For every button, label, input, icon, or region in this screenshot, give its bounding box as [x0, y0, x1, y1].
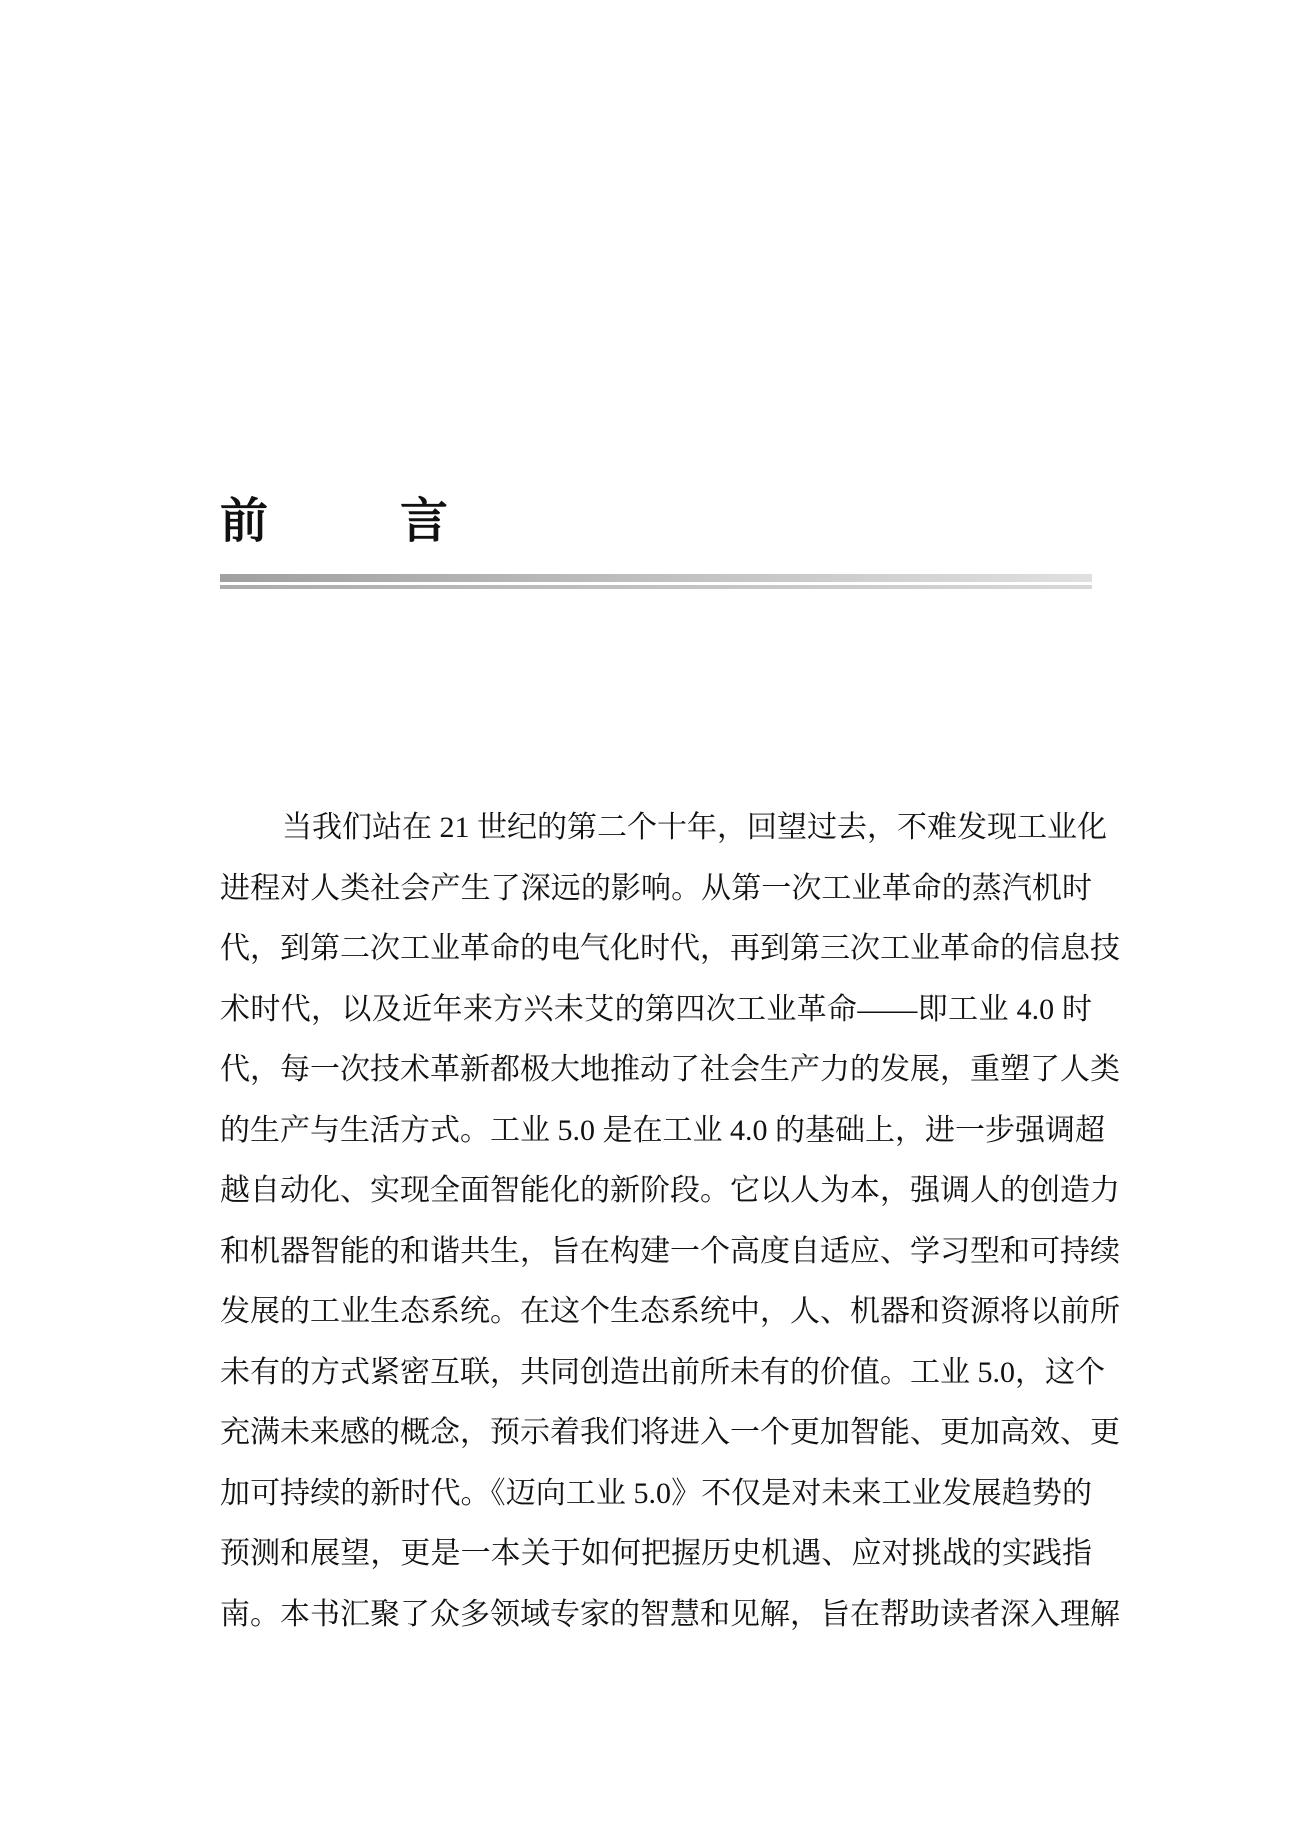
body-line: 进程对人类社会产生了深远的影响。从第一次工业革命的蒸汽机时	[220, 871, 1092, 905]
body-line: 南。本书汇聚了众多领域专家的智慧和见解，旨在帮助读者深入理解	[220, 1597, 1120, 1631]
divider-thick-line	[220, 574, 1092, 582]
body-line: 代，到第二次工业革命的电气化时代，再到第三次工业革命的信息技	[220, 932, 1120, 965]
title-divider	[220, 574, 1092, 589]
body-line: 加可持续的新时代。《迈向工业 5.0》不仅是对未来工业发展趋势的	[220, 1476, 1092, 1510]
body-line: 发展的工业生态系统。在这个生态系统中，人、机器和资源将以前所	[220, 1295, 1120, 1328]
title-char-qian: 前	[220, 495, 269, 548]
page-title	[220, 496, 448, 548]
body-line: 的生产与生活方式。工业 5.0 是在工业 4.0 的基础上，进一步强调超	[220, 1113, 1105, 1147]
body-line: 代，每一次技术革新都极大地推动了社会生产力的发展，重塑了人类	[220, 1053, 1120, 1086]
divider-thin-line	[220, 585, 1092, 589]
preface-body	[220, 798, 1120, 1645]
body-line: 术时代，以及近年来方兴未艾的第四次工业革命——即工业 4.0 时	[220, 992, 1092, 1026]
body-line: 未有的方式紧密互联，共同创造出前所未有的价值。工业 5.0，这个	[220, 1355, 1105, 1389]
body-line: 充满未来感的概念，预示着我们将进入一个更加智能、更加高效、更	[220, 1416, 1120, 1449]
title-char-yan: 言	[400, 495, 449, 548]
body-line: 当我们站在 21 世纪的第二个十年，回望过去，不难发现工业化	[282, 811, 1107, 844]
body-line: 预测和展望，更是一本关于如何把握历史机遇、应对挑战的实践指	[220, 1537, 1092, 1570]
body-line: 越自动化、实现全面智能化的新阶段。它以人为本，强调人的创造力	[220, 1174, 1120, 1207]
body-line: 和机器智能的和谐共生，旨在构建一个高度自适应、学习型和可持续	[220, 1234, 1120, 1268]
